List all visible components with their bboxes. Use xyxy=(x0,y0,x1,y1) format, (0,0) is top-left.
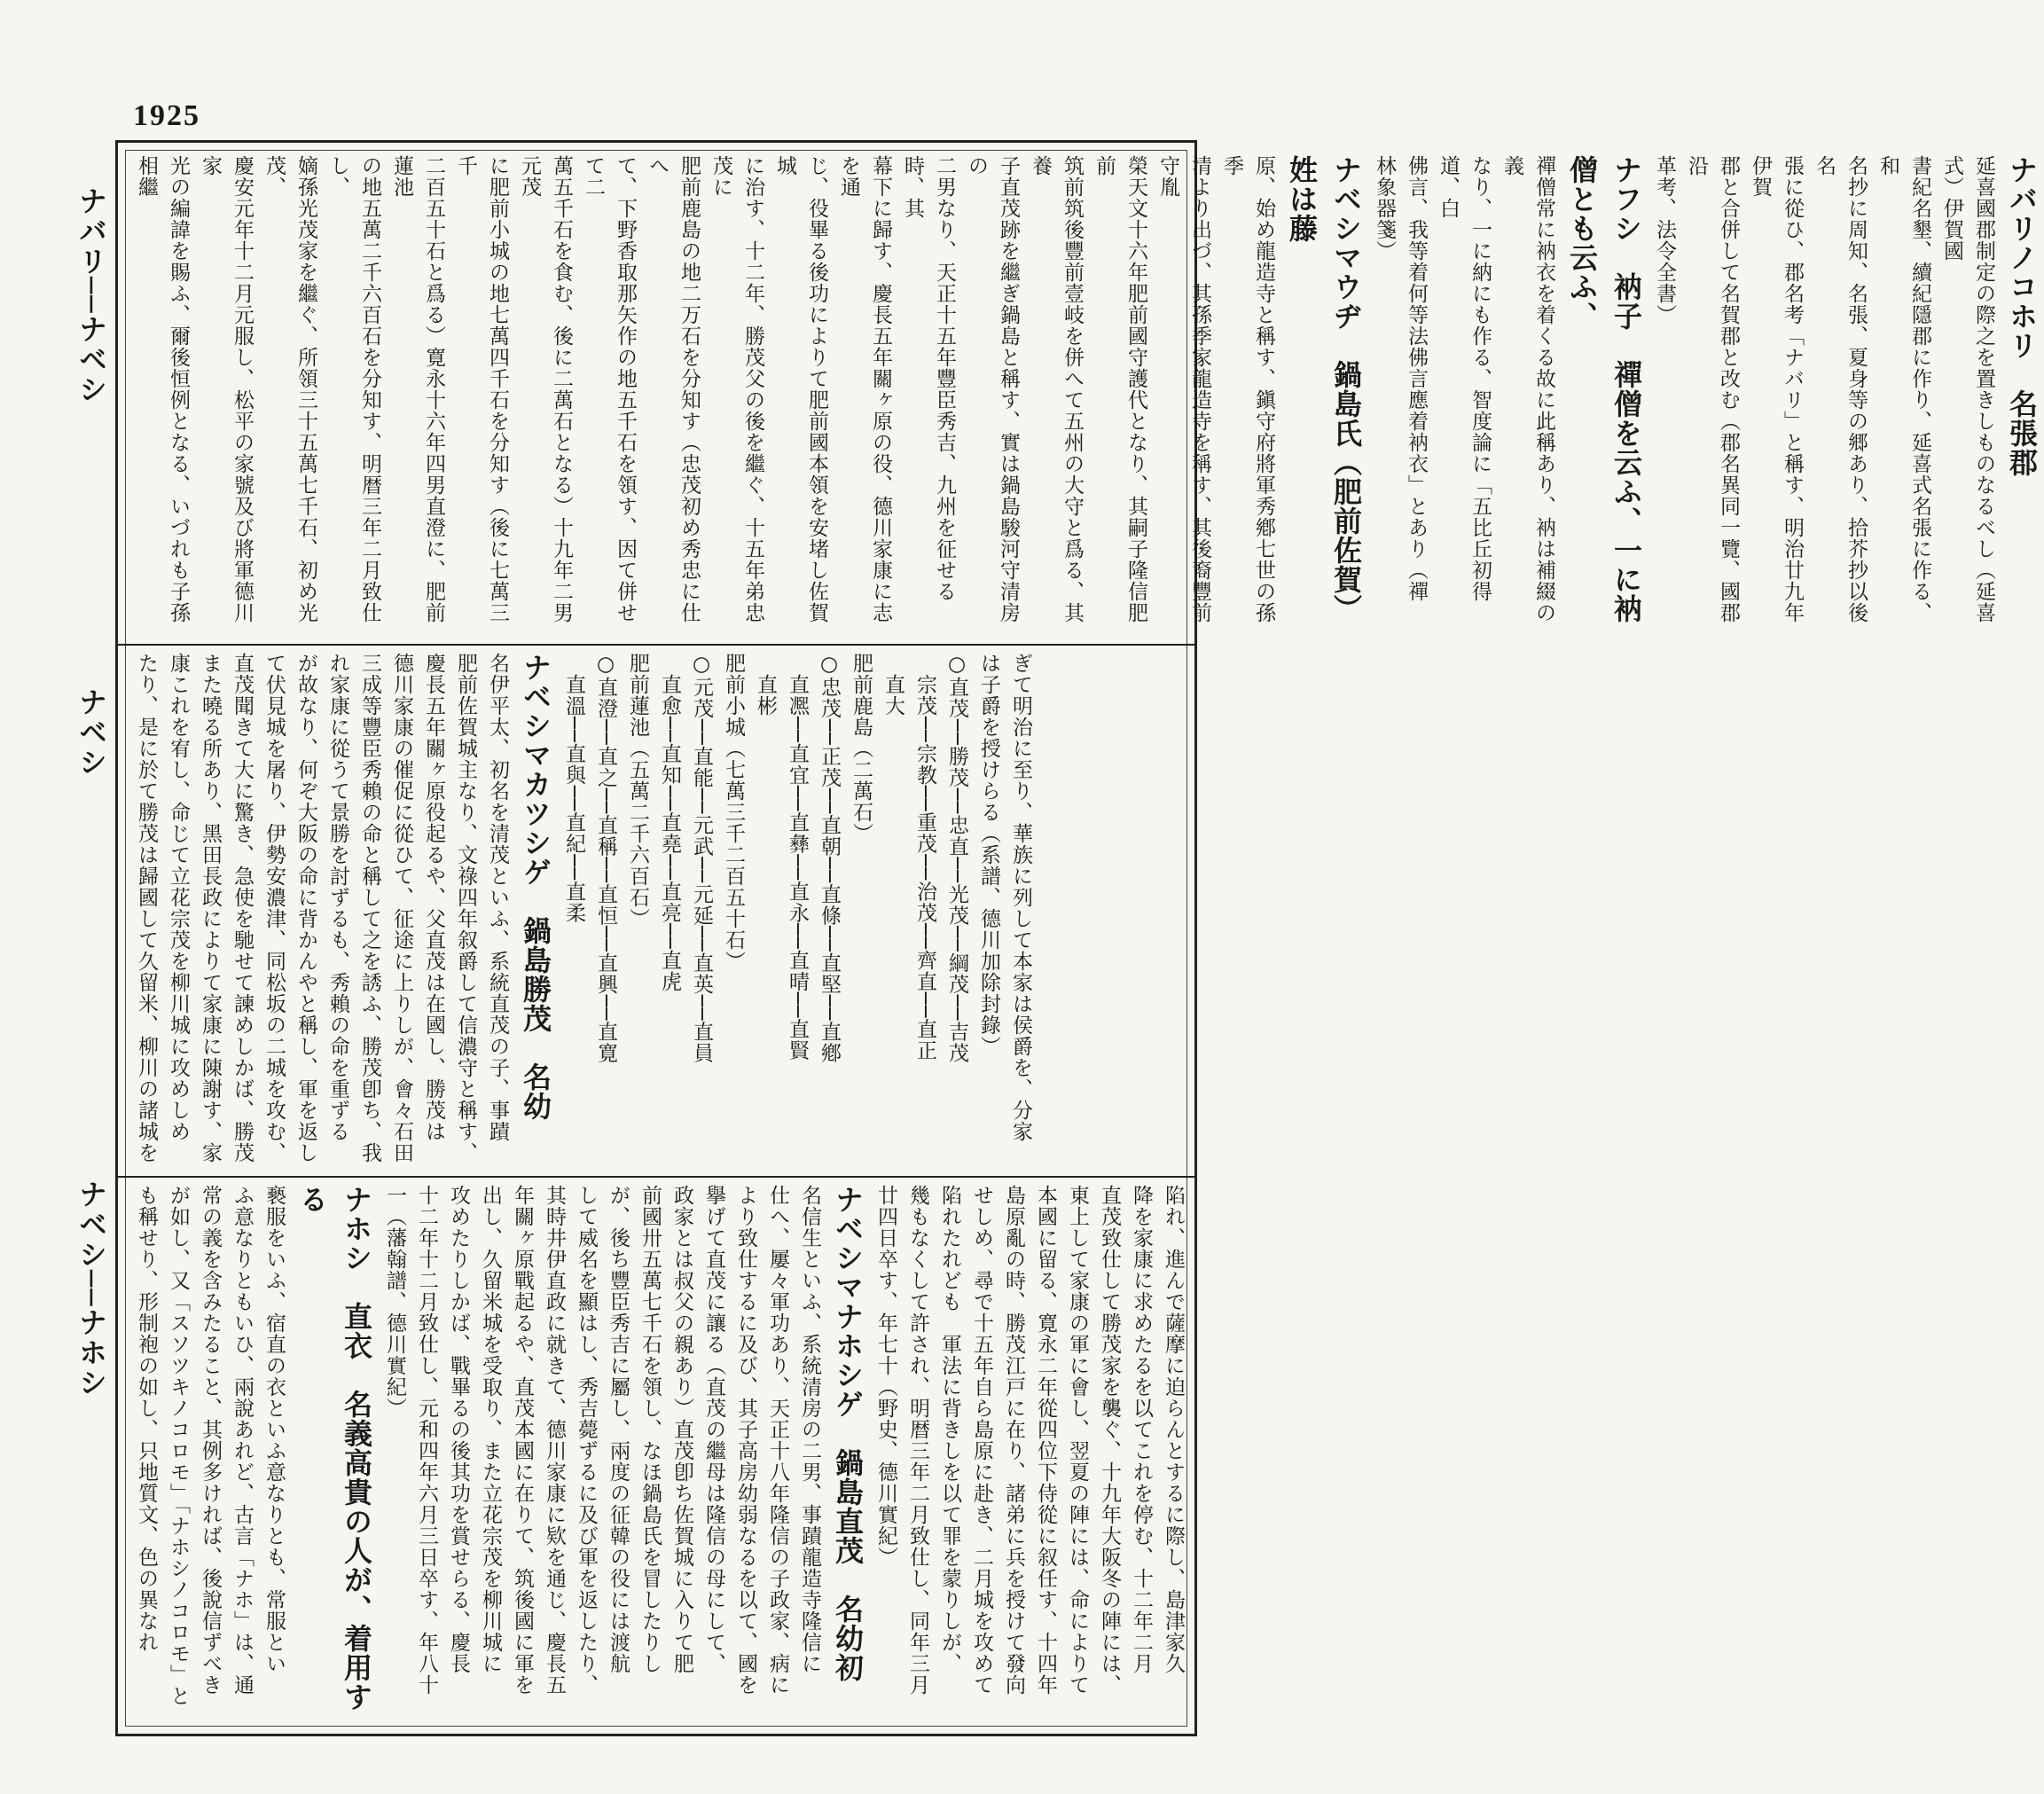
tier3-line: ふ意なりともいひ、兩說あれど、古言「ナホ」は、通 xyxy=(231,1185,254,1696)
tier3-line: 攻めたりしかば、戰畢るの後其功を賞せらる、慶長 xyxy=(447,1185,470,1674)
tier1-line: 延喜國郡制定の際之を置きしものなるべし（延喜式）伊賀國 xyxy=(1940,155,1995,623)
tier1-line: ナフシ 衲子 禪僧を云ふ、一に衲僧とも云ふ、 xyxy=(1565,155,1643,623)
tier-divider-1 xyxy=(118,644,1194,646)
tier2-line: て伏見城を屠り、伊勢安濃津、同松坂の二城を攻む、 xyxy=(262,653,286,1163)
tier3-line: も稱せり、形制袍の如し、只地質文、色の異なれ xyxy=(135,1185,158,1653)
running-head-3: ナベシ──ナホシ xyxy=(74,1179,108,1398)
tier-lower-columns xyxy=(130,1185,1189,1717)
tier3-line: 東上して家康の軍に會し、翌夏の陣には、命によりて xyxy=(1066,1185,1089,1696)
running-head-1: ナバリ──ナベシ xyxy=(74,186,108,405)
tier2-line: 直溫──直與──直紀──直柔 xyxy=(562,653,585,924)
tier3-line: 一（藩翰譜、德川實紀） xyxy=(383,1185,406,1419)
tier1-line: ナバリノコホリ 名張郡 xyxy=(2005,155,2039,477)
tier3-line: 常の義を含みたること、其例多ければ、後說信ずべき xyxy=(199,1185,222,1696)
tier1-line: 張に從ひ、郡名考「ナバリ」と稱す、明治廿九年伊賀 xyxy=(1749,155,1804,623)
tier2-line: は子爵を授けらる（系譜、德川加除封錄） xyxy=(977,653,1000,1057)
tier1-line: 子直茂跡を繼ぎ鍋島と稱す、實は鍋島駿河守清房の xyxy=(965,155,1020,623)
tier3-line: 仕へ、屢々軍功あり、天正十八年隆信の子政家、病に xyxy=(766,1185,789,1696)
tier3-line: 幾もなくして許され、明暦三年二月致仕し、同年三月 xyxy=(906,1185,929,1696)
tier2-line: 直大 xyxy=(881,653,905,717)
tier3-line: して威名を顯はし、秀吉薨ずるに及び軍を返したり、 xyxy=(575,1185,598,1696)
tier2-line: ○忠茂──正茂──直朝──直條──直堅──直鄕 xyxy=(818,653,841,1064)
tier3-line: せしめ、尋で十五年自ら島原に赴き、二月城を攻めて xyxy=(970,1185,993,1696)
tier2-line: が故なり、何ぞ大阪の命に背かんやと稱し、軍を返し xyxy=(294,653,317,1163)
page-number: 1925 xyxy=(133,99,200,132)
tier3-line: 陷れたれども 軍法に背きしを以て罪を蒙りしが、 xyxy=(938,1185,961,1674)
tier2-line: 直愈──直知──直堯──直亮──直虎 xyxy=(658,653,681,992)
tier1-line: 書紀名墾、續紀隱郡に作り、延喜式名張に作る、和 xyxy=(1876,155,1931,623)
tier2-line: れ家康に從うて景勝を討ずるも、秀賴の命を重ずる xyxy=(326,653,349,1142)
tier2-line: また曉る所あり、黑田長政によりて家康に陳謝す、家 xyxy=(199,653,222,1163)
tier2-line: 宗茂──宗教──重茂──治茂──齊直──直正 xyxy=(913,653,936,1062)
tier1-line: に肥前小城の地七萬四千石を分知す（後に七萬三千 xyxy=(454,155,509,623)
tier3-line: 褻服をいふ、宿直の衣といふ意なりとも、常服とい xyxy=(262,1185,286,1674)
tier1-line: 嫡孫光茂家を繼ぐ、所領三十五萬七千石、初め光茂、 xyxy=(262,155,317,623)
running-head-2: ナベシ xyxy=(74,687,108,778)
tier1-line: 原、始め龍造寺と稱す、鎭守府將軍秀鄕七世の孫季 xyxy=(1220,155,1275,623)
tier1-line: 慶安元年十二月元服し、松平の家號及び將軍德川家 xyxy=(199,155,254,623)
tier3-line: 前國卅五萬七千石を領し、なほ鍋島氏を冒したりし xyxy=(638,1185,662,1674)
tier1-line: 革考、法令全書） xyxy=(1653,155,1676,325)
text-tier-middle xyxy=(130,653,1182,1170)
tier2-line: たり、是に於て勝茂は歸國して久留米、柳川の諸城を xyxy=(135,653,158,1163)
tier1-line: の地五萬二千六百石を分知す、明暦三年二月致仕し、 xyxy=(326,155,381,623)
tier3-line: 名信生といふ、系統清房の二男、事蹟龍造寺隆信に xyxy=(798,1185,821,1674)
tier2-line: 肥前蓮池（五萬二千六百石） xyxy=(626,653,649,929)
tier3-line: 廿四日卒す、年七十（野史、德川實紀） xyxy=(874,1185,897,1568)
tier1-line: 禪僧常に衲衣を着くる故に此稱あり、衲は補綴の義 xyxy=(1500,155,1555,623)
tier2-line: ○元茂──直能──元武──元延──直英──直員 xyxy=(690,653,713,1064)
tier2-line: 三成等豐臣秀賴の命と稱して之を誘ふ、勝茂卽ち、我 xyxy=(358,653,381,1163)
tier1-line: 筑前筑後豐前壹岐を併へて五州の大守と爲る、其養 xyxy=(1029,155,1084,623)
tier2-line: ぎて明治に至り、華族に列して本家は侯爵を、分家 xyxy=(1009,653,1032,1142)
tier3-line: 本國に留る、寛永二年從四位下侍從に叙任す、十四年 xyxy=(1034,1185,1057,1696)
tier1-line: 幕下に歸す、慶長五年關ヶ原の役、德川家康に志を通 xyxy=(837,155,892,623)
tier3-line: 年關ヶ原戰起るや、直茂本國に在りて、筑後國に軍を xyxy=(511,1185,534,1696)
tier3-line: ナホシ 直衣 名義高貴の人が、着用する xyxy=(295,1185,373,1712)
tier3-line: ナベシマナホシゲ 鍋島直茂 名幼初 xyxy=(831,1185,865,1682)
tier1-line: に治す、十二年、勝茂父の後を繼ぐ、十五年弟忠茂に xyxy=(709,155,764,623)
tier2-line: ○直茂──勝茂──忠直──光茂──綱茂──吉茂 xyxy=(945,653,968,1064)
tier2-line: 肥前小城（七萬三千二百五十石） xyxy=(722,653,745,972)
tier1-line: なり、一に納にも作る、智度論に「五比丘初得道、白 xyxy=(1437,155,1492,602)
tier2-line: 直凞──直宜──直彝──直永──直晴──直賢 xyxy=(786,653,809,1062)
tier1-line: 肥前鹿島の地二万石を分知す（忠茂初め秀忠に仕へ xyxy=(646,155,701,623)
tier3-line: 出し、久留米城を受取り、また立花宗茂を柳川城に xyxy=(479,1185,502,1674)
tier3-line: 陷れ、進んで薩摩に迫らんとするに際し、島津家久 xyxy=(1162,1185,1185,1674)
tier2-line: 德川家康の催促に從ひて、征途に上りしが、會々石田 xyxy=(390,653,413,1163)
tier-upper-columns xyxy=(130,155,2044,638)
tier3-line: 政家とは叔父の親あり）直茂卽ち佐賀城に入りて肥 xyxy=(670,1185,693,1674)
tier2-line: 肥前鹿島（二萬石） xyxy=(850,653,873,844)
text-tier-upper xyxy=(130,155,2039,638)
tier2-line: 名伊平太、初名を清茂といふ、系統直茂の子、事蹟 xyxy=(486,653,509,1142)
page-frame xyxy=(115,140,2039,1736)
tier1-line: ナベシマウヂ 鍋島氏（肥前佐賀） 姓は藤 xyxy=(1285,155,1363,638)
tier1-line: て、下野香取那矢作の地五千石を領す、因て併せて二 xyxy=(582,155,637,623)
tier3-line: 其時井伊直政に就きて、德川家康に欵を通じ、慶長五 xyxy=(543,1185,566,1696)
tier1-line: 佛言、我等着何等法佛言應着衲衣」とあり（禪 xyxy=(1405,155,1428,602)
tier1-line: 光の編諱を賜ふ、爾後恒例となる、いづれも子孫相繼 xyxy=(135,155,190,623)
tier1-line: 郡と合併して名賀郡と改む（郡名異同一覽、國郡沿 xyxy=(1685,155,1740,623)
tier2-line: 康これを宥し、命じて立花宗茂を柳川城に攻めしめ xyxy=(167,653,190,1142)
tier2-line: 直彬 xyxy=(754,653,777,717)
tier2-line: 慶長五年關ヶ原役起るや、父直茂は在國し、勝茂は xyxy=(422,653,445,1142)
tier-divider-2 xyxy=(118,1176,1194,1178)
tier2-line: ナベシマカツシゲ 鍋島勝茂 名幼 xyxy=(519,653,552,1121)
tier3-line: が、後ち豐臣秀吉に屬し、兩度の征韓の役には渡航 xyxy=(607,1185,630,1674)
tier3-line: 直茂致仕して勝茂家を襲ぐ、十九年大阪冬の陣には、 xyxy=(1098,1185,1121,1696)
tier2-line: 肥前佐賀城主なり、文祿四年叙爵して信濃守と稱す、 xyxy=(454,653,477,1163)
tier1-line: 榮天文十六年肥前國守護代となり、其嗣子隆信肥前 xyxy=(1092,155,1147,623)
tier2-line: ○直澄──直之──直稱──直恒──直興──直寛 xyxy=(594,653,617,1064)
tier3-line: より致仕するに及び、其子高房幼弱なるを以て、國を xyxy=(734,1185,757,1696)
tier3-line: 島原亂の時、勝茂江戸に在り、諸弟に兵を授けて發向 xyxy=(1002,1185,1025,1696)
tier3-line: 擧げて直茂に讓る（直茂の繼母は隆信の母にして、 xyxy=(702,1185,725,1674)
tier1-line: 二男なり、天正十五年豐臣秀吉、九州を征せる時、其 xyxy=(901,155,956,602)
text-tier-lower xyxy=(130,1185,1185,1717)
tier1-line: 林象器箋） xyxy=(1373,155,1396,262)
tier1-line: 清より出づ、其孫季家龍造寺を稱す、其後裔豐前守胤 xyxy=(1156,155,1211,623)
tier-middle-columns xyxy=(130,653,1037,1170)
tier1-line: 二百五十石と爲る）寛永十六年四男直澄に、肥前蓮池 xyxy=(390,155,445,623)
tier1-line: 萬五千石を食む、後に二萬石となる）十九年二男元茂 xyxy=(518,155,573,623)
tier1-line: 名抄に周知、名張、夏身等の郷あり、拾芥抄以後名 xyxy=(1813,155,1868,623)
tier3-line: 降を家康に求めたるを以てこれを停む、十二年二月 xyxy=(1130,1185,1153,1674)
tier2-line: 直茂聞きて大に驚き、急使を馳せて諫めしかば、勝茂 xyxy=(231,653,254,1163)
tier3-line: が如し、又「スソツキノコロモ」「ナホシノコロモ」と xyxy=(167,1185,190,1707)
tier1-line: じ、役畢る後功によりて肥前國本領を安堵し佐賀城 xyxy=(773,155,828,623)
tier3-line: 十二年十二月致仕し、元和四年六月三日卒す、年八十 xyxy=(415,1185,438,1696)
